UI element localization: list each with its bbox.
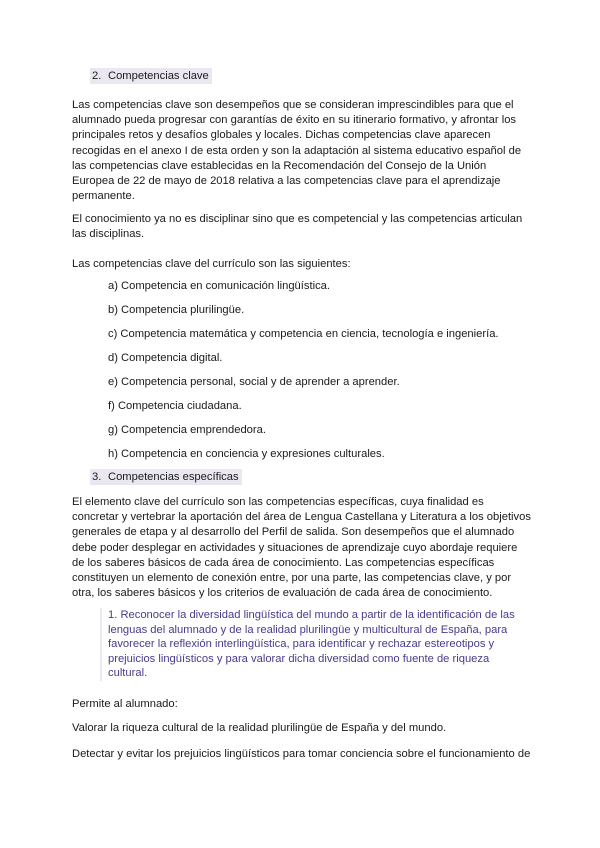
paragraph (72, 98, 528, 204)
text-line: El elemento clave del currículo son las competencias específicas, cuya finalidad es (72, 496, 484, 508)
text-line: constituyen un elemento de conexión entre, por una parte, las competencias clave, y por (72, 572, 512, 585)
list-item: c) Competencia matemática y competencia en ciencia, tecnología e ingeniería. (108, 328, 499, 340)
text-line: Europea de 22 de mayo de 2018 relativa a las competencias clave para el aprendizaje (72, 175, 501, 188)
section-title: Competencias específicas (108, 471, 239, 483)
paragraph (72, 747, 531, 762)
quote-line: lenguas del alumnado y de la realidad plurilingüe y multicultural de España, para (108, 623, 508, 636)
list-item: h) Competencia en conciencia y expresiones culturales. (108, 448, 385, 460)
paragraph (72, 697, 528, 712)
text-line: permanente. (72, 190, 135, 203)
text-line: de los saberes básicos de cada área de conocimiento. Las competencias específicas (72, 556, 495, 569)
quote-line: prejuicios lingüísticos y para valorar dicha diversidad como fuente de riqueza (108, 652, 490, 665)
section-heading-competencias-especificas (90, 469, 242, 485)
text-line: generales de etapa y al desarrollo del Perfil de salida. Son desempeños que el alumnado (72, 526, 515, 539)
section-number: 3. (92, 471, 102, 483)
text-line: El conocimiento ya no es disciplinar sino que es competencial y las competencias articulan (72, 213, 523, 225)
paragraph (72, 495, 531, 601)
text-line: principales retos y desafíos globales y locales. Dichas competencias clave aparecen (72, 129, 491, 142)
text-line: concretar y vertebrar la aportación del área de Lengua Castellana y Literatura a los objetivos (72, 511, 531, 524)
text-line: otra, los saberes básicos y los criterios de evaluación de cada área de conocimiento. (72, 587, 493, 600)
text-line: Detectar y evitar los prejuicios lingüísticos para tomar conciencia sobre el funcionamiento de (72, 748, 531, 760)
paragraph (72, 212, 528, 242)
list-item: f) Competencia ciudadana. (108, 400, 242, 412)
text-line: las disciplinas. (72, 228, 145, 241)
list-item: b) Competencia plurilingüe. (108, 304, 245, 316)
text-line: Las competencias clave del currículo son las siguientes: (72, 258, 351, 270)
list-item: d) Competencia digital. (108, 352, 223, 364)
paragraph (72, 721, 528, 736)
section-number: 2. (92, 70, 102, 82)
text-line: Permite al alumnado: (72, 698, 178, 710)
quote-line: favorecer la reflexión interlingüística, para identificar y rechazar estereotipos y (108, 638, 495, 651)
list-item: g) Competencia emprendedora. (108, 424, 266, 436)
text-line: recogidas en el anexo I de esta orden y son la adaptación al sistema educativo español de (72, 144, 522, 157)
text-line: las competencias clave establecidas en la Recomendación del Consejo de la Unión (72, 159, 487, 172)
quote-line: 1. Reconocer la diversidad lingüística del mundo a partir de la identificación de las (108, 609, 515, 621)
section-title: Competencias clave (108, 70, 209, 82)
text-line: debe poder desplegar en actividades y situaciones de aprendizaje cuyo abordaje requiere (72, 541, 518, 554)
text-line: alumnado pueda progresar con garantías de éxito en su itinerario formativo, y afrontar los (72, 114, 517, 127)
quote-line: cultural. (108, 667, 148, 680)
competency-quote (100, 608, 538, 681)
list-item: e) Competencia personal, social y de aprender a aprender. (108, 376, 400, 388)
list-intro (72, 257, 528, 272)
list-item: a) Competencia en comunicación lingüística. (108, 280, 331, 292)
section-heading-competencias-clave (90, 68, 212, 84)
text-line: Valorar la riqueza cultural de la realidad plurilingüe de España y del mundo. (72, 722, 447, 734)
text-line: Las competencias clave son desempeños que se consideran imprescindibles para que el (72, 99, 514, 111)
